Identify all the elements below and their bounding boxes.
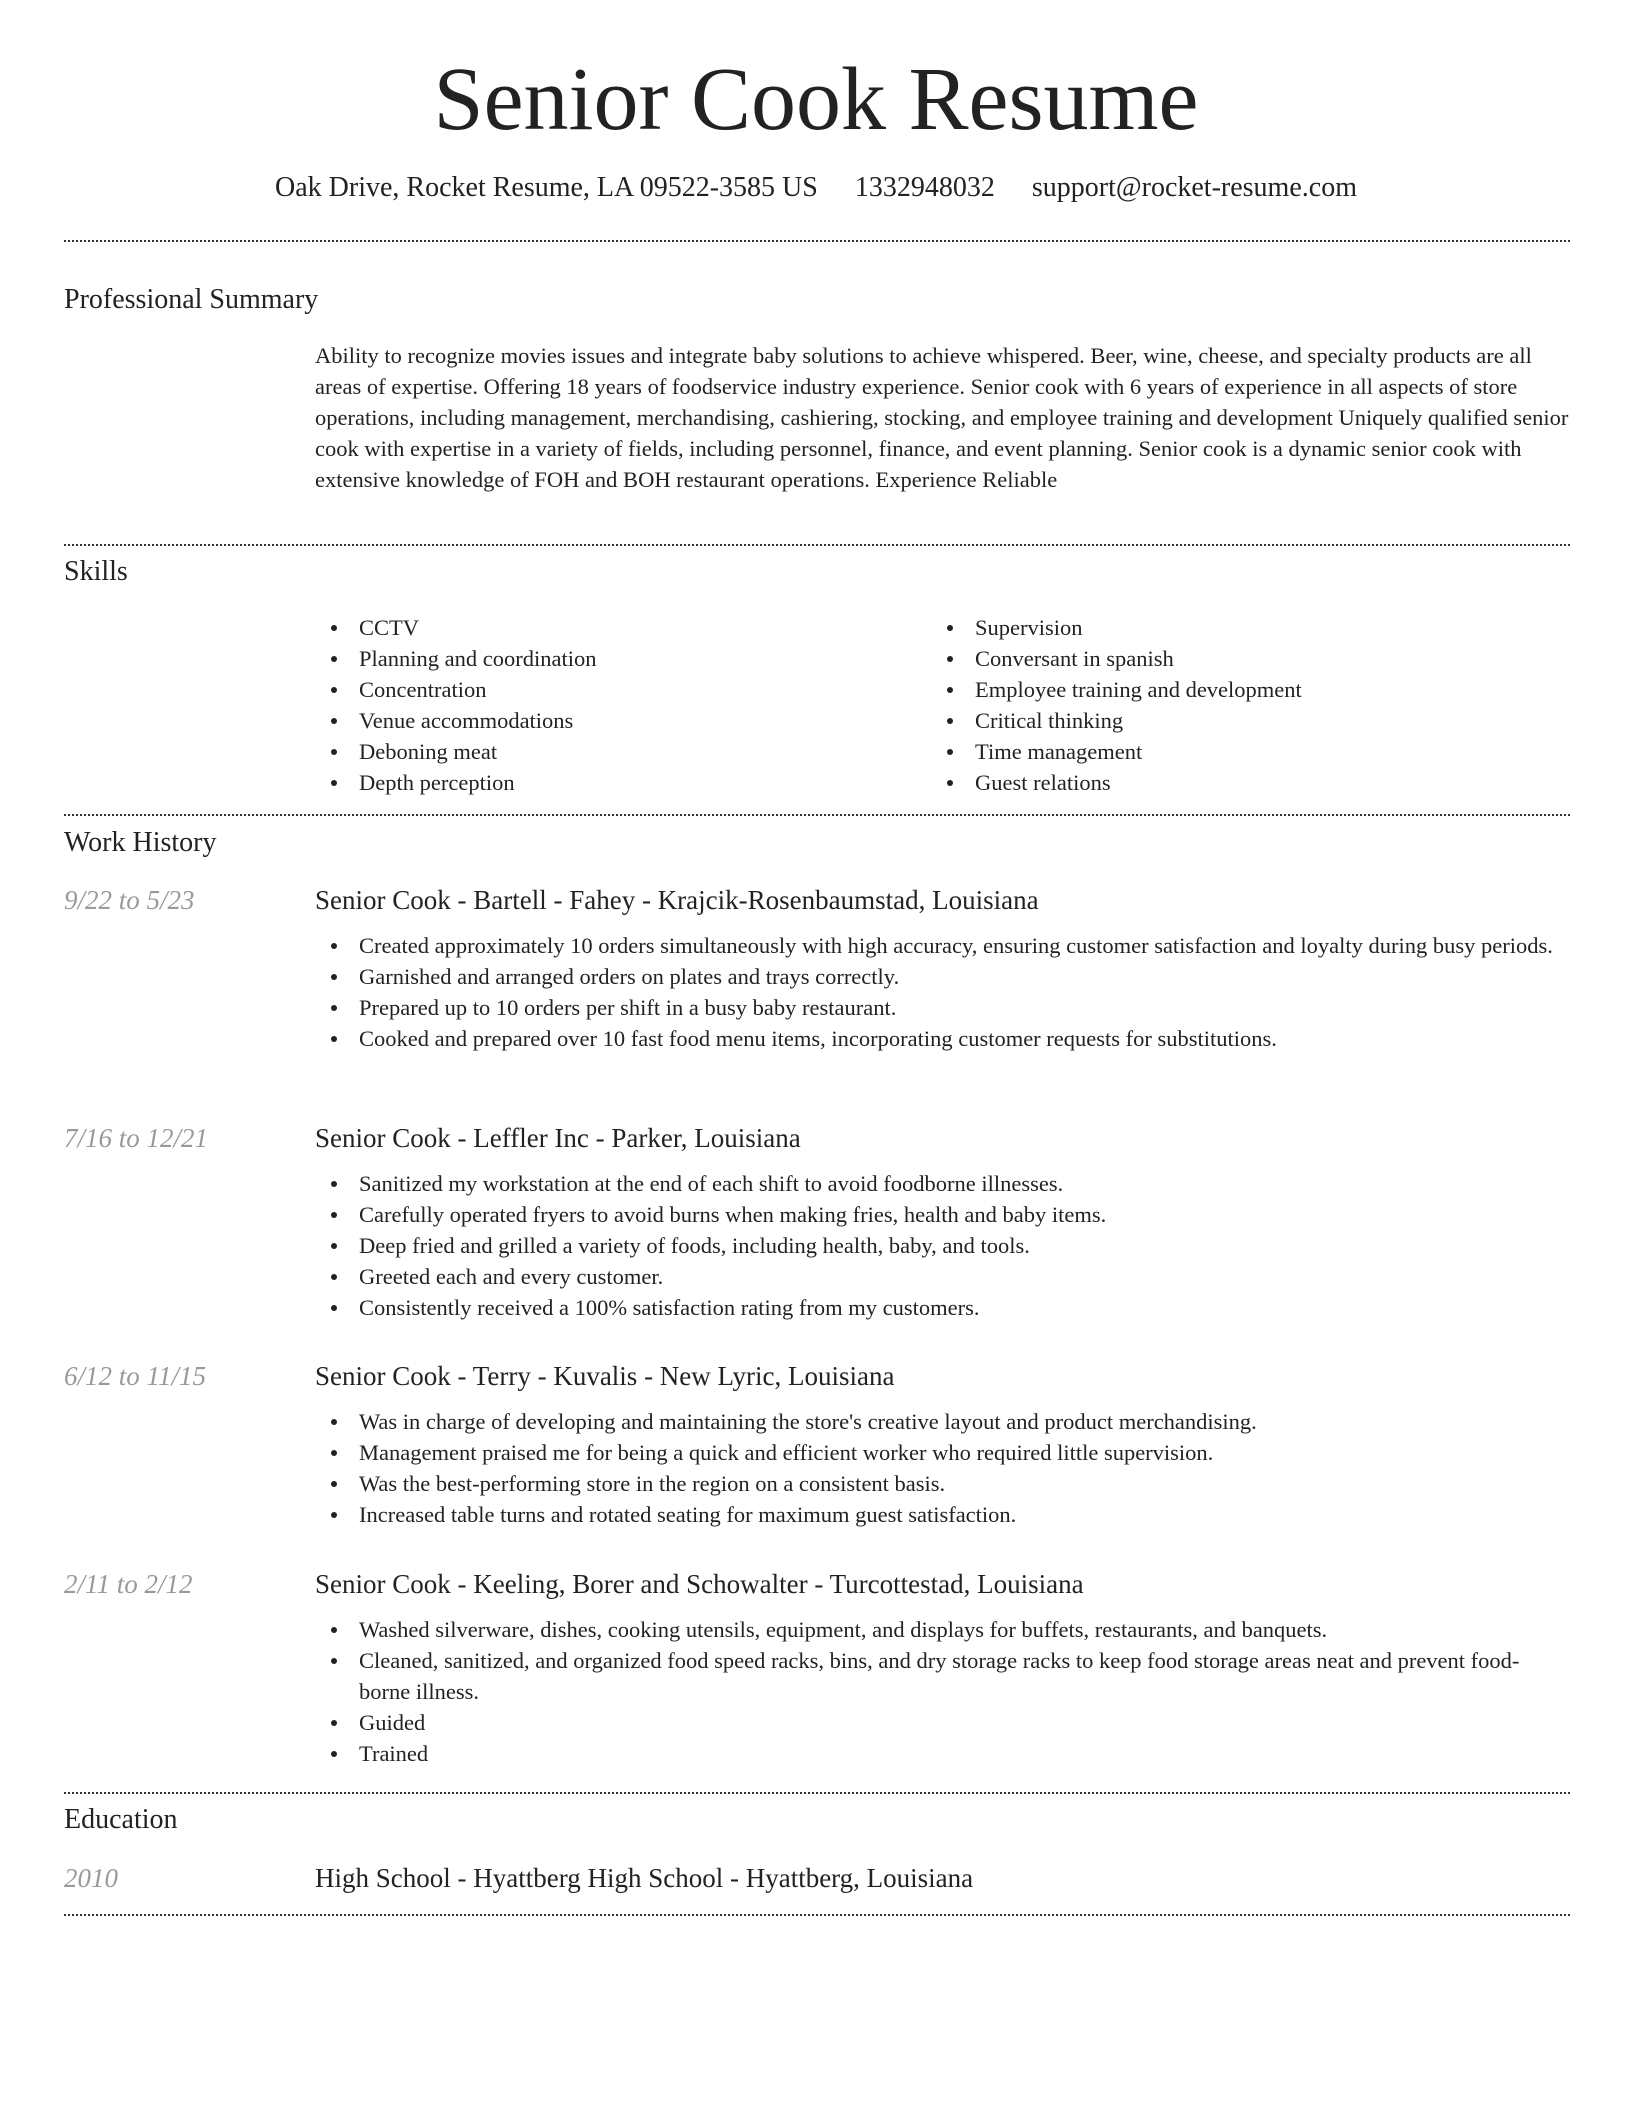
contact-line <box>0 168 1632 208</box>
summary-text: Ability to recognize movies issues and integrate baby solutions to achieve whispered. Beer, wine, cheese, and specialty products are all areas of expertise. Offering 18 years of foodservice industry experience. Senior cook with 6 years of experience in all aspects of store operations, including management, merchandising, cashiering, stocking, and employee training and development Uniquely qualified senior cook with expertise in a variety of fields, including personnel, finance, and event planning. Senior cook is a dynamic senior cook with extensive knowledge of FOH and BOH restaurant operations. Experience Reliable <box>315 343 1569 492</box>
job-bullet: Management praised me for being a quick and efficient worker who required little supervision. <box>315 1437 1570 1468</box>
job-title: Senior Cook - Leffler Inc - Parker, Louisiana <box>315 1123 801 1153</box>
skill-item: Planning and coordination <box>315 643 915 674</box>
skill-item: Employee training and development <box>931 674 1551 705</box>
skill-item: Critical thinking <box>931 705 1551 736</box>
job-bullet: Cooked and prepared over 10 fast food menu items, incorporating customer requests for substitutions. <box>315 1023 1570 1054</box>
job-bullet: Cleaned, sanitized, and organized food speed racks, bins, and dry storage racks to keep food storage areas neat and prevent food-borne illness. <box>315 1645 1570 1707</box>
job-bullet: Guided <box>315 1707 1570 1738</box>
divider <box>64 1792 1570 1794</box>
resume-title: Senior Cook Resume <box>433 50 1199 149</box>
skills-list-right <box>931 612 1551 798</box>
section-title-summary: Professional Summary <box>64 284 319 315</box>
skill-item: Venue accommodations <box>315 705 915 736</box>
job-title: Senior Cook - Bartell - Fahey - Krajcik-Rosenbaumstad, Louisiana <box>315 885 1039 915</box>
job-bullet: Consistently received a 100% satisfaction rating from my customers. <box>315 1292 1570 1323</box>
email: support@rocket-resume.com <box>1031 172 1357 203</box>
job-bullets <box>315 1614 1570 1769</box>
section-title-education: Education <box>64 1804 178 1835</box>
job-bullets <box>315 1168 1570 1323</box>
section-title-work-history: Work History <box>64 827 217 858</box>
job-bullet: Deep fried and grilled a variety of foods, including health, baby, and tools. <box>315 1230 1570 1261</box>
job-bullet: Sanitized my workstation at the end of each shift to avoid foodborne illnesses. <box>315 1168 1570 1199</box>
divider <box>64 1914 1570 1916</box>
job-dates: 2/11 to 2/12 <box>64 1569 193 1599</box>
section-title-skills: Skills <box>64 556 128 587</box>
job-bullet: Was the best-performing store in the region on a consistent basis. <box>315 1468 1570 1499</box>
job-bullet: Washed silverware, dishes, cooking utensils, equipment, and displays for buffets, restaurants, and banquets. <box>315 1614 1570 1645</box>
job-bullet: Carefully operated fryers to avoid burns when making fries, health and baby items. <box>315 1199 1570 1230</box>
phone: 1332948032 <box>854 172 995 203</box>
skill-item: Supervision <box>931 612 1551 643</box>
skill-item: Depth perception <box>315 767 915 798</box>
summary-text-block <box>315 340 1570 495</box>
education-year: 2010 <box>64 1863 118 1893</box>
divider <box>64 814 1570 816</box>
job-title: Senior Cook - Terry - Kuvalis - New Lyric, Louisiana <box>315 1361 895 1391</box>
divider <box>64 544 1570 546</box>
skill-item: Time management <box>931 736 1551 767</box>
job-bullet: Trained <box>315 1738 1570 1769</box>
skills-list-left <box>315 612 915 798</box>
education-title: High School - Hyattberg High School - Hyattberg, Louisiana <box>315 1863 974 1893</box>
divider <box>64 240 1570 242</box>
job-bullet: Prepared up to 10 orders per shift in a busy baby restaurant. <box>315 992 1570 1023</box>
job-bullet: Increased table turns and rotated seating for maximum guest satisfaction. <box>315 1499 1570 1530</box>
skill-item: CCTV <box>315 612 915 643</box>
job-bullet: Garnished and arranged orders on plates and trays correctly. <box>315 961 1570 992</box>
job-title: Senior Cook - Keeling, Borer and Schowalter - Turcottestad, Louisiana <box>315 1569 1084 1599</box>
job-dates: 9/22 to 5/23 <box>64 885 195 915</box>
skill-item: Deboning meat <box>315 736 915 767</box>
job-dates: 7/16 to 12/21 <box>64 1123 209 1153</box>
skill-item: Conversant in spanish <box>931 643 1551 674</box>
job-bullet: Created approximately 10 orders simultaneously with high accuracy, ensuring customer satisfaction and loyalty during busy periods. <box>315 930 1570 961</box>
job-dates: 6/12 to 11/15 <box>64 1361 207 1391</box>
skill-item: Concentration <box>315 674 915 705</box>
job-bullet: Greeted each and every customer. <box>315 1261 1570 1292</box>
job-bullets <box>315 930 1570 1054</box>
job-bullets <box>315 1406 1570 1530</box>
job-bullet: Was in charge of developing and maintaining the store's creative layout and product merchandising. <box>315 1406 1570 1437</box>
skill-item: Guest relations <box>931 767 1551 798</box>
address: Oak Drive, Rocket Resume, LA 09522-3585 US <box>275 172 818 203</box>
